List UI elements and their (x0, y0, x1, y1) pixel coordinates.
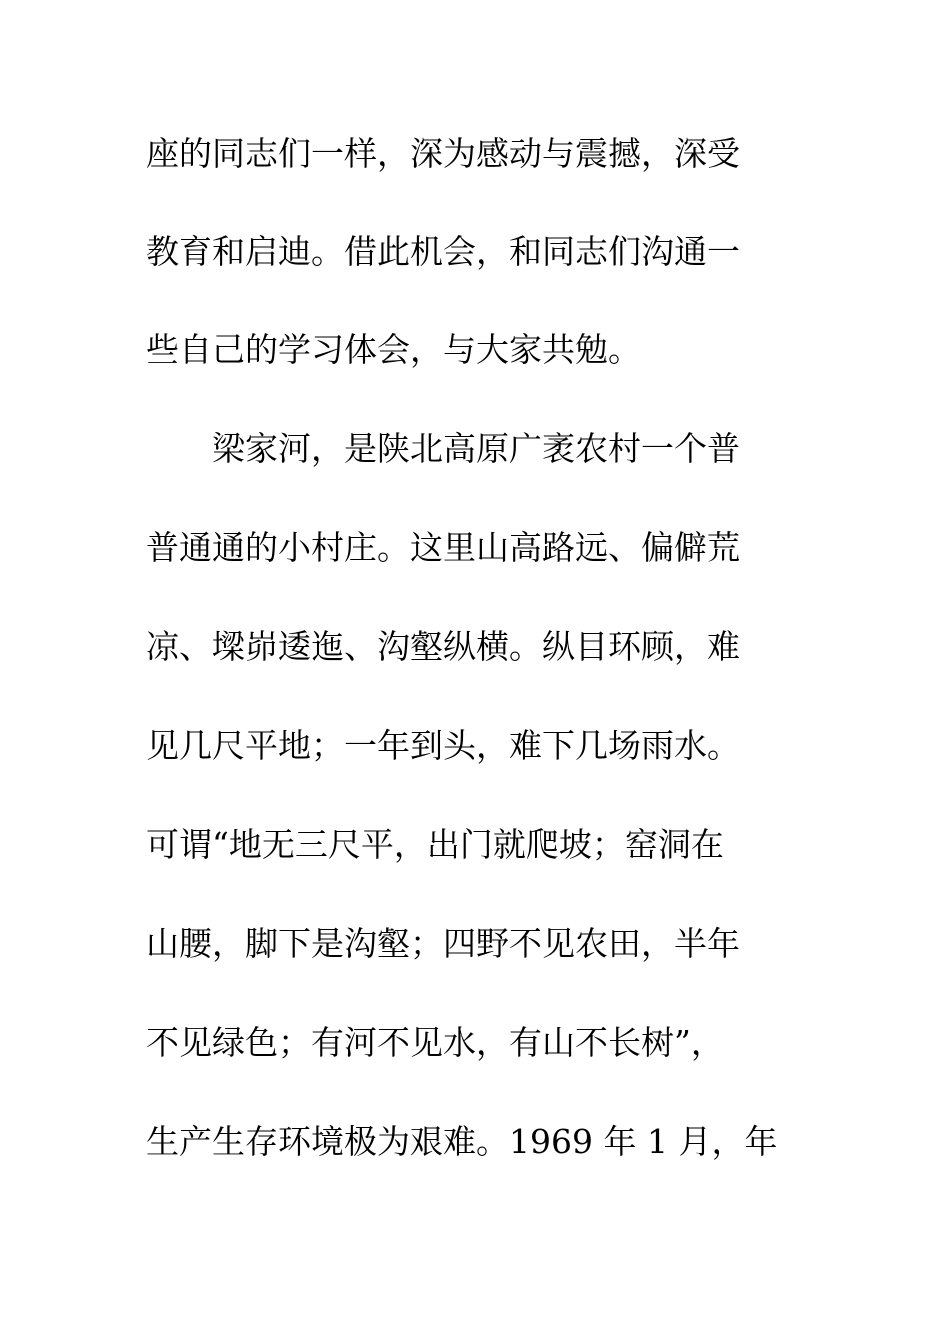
text-line-9: 山腰，脚下是沟壑；四野不见农田，半年 (146, 924, 740, 963)
text-line-1: 座的同志们一样，深为感动与震撼，深受 (146, 134, 740, 173)
text-line-2: 教育和启迪。借此机会，和同志们沟通一 (146, 232, 740, 271)
text-line-11: 生产生存环境极为艰难。1969 年 1 月，年 (146, 1122, 778, 1161)
text-line-3: 些自己的学习体会，与大家共勉。 (146, 330, 641, 369)
text-line-5: 普通通的小村庄。这里山高路远、偏僻荒 (146, 528, 740, 567)
text-line-6: 凉、墚峁逶迤、沟壑纵横。纵目环顾，难 (146, 627, 740, 666)
text-line-8: 可谓“地无三尺平，出门就爬坡；窑洞在 (146, 825, 724, 864)
paragraph-start-line: 梁家河，是陕北高原广袤农村一个普 (212, 429, 740, 468)
text-line-10: 不见绿色；有河不见水，有山不长树”， (146, 1023, 724, 1062)
text-line-7: 见几尺平地；一年到头，难下几场雨水。 (146, 726, 740, 765)
